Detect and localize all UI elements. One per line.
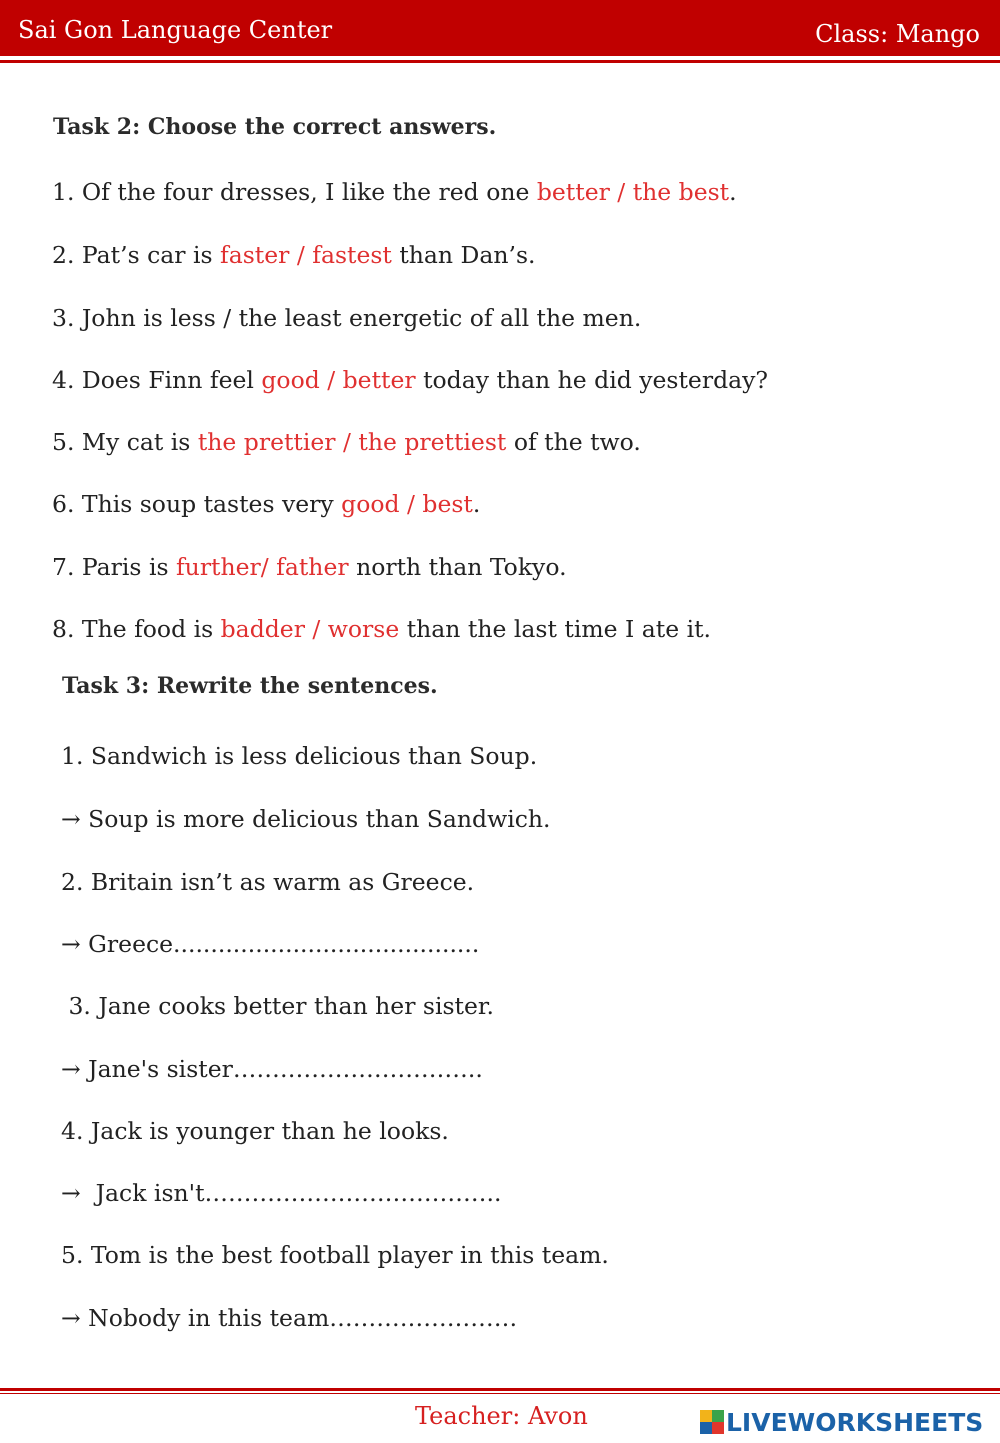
task2-answer-choice[interactable]: the prettier / the prettiest bbox=[197, 428, 507, 456]
task3-sentence: 3. Jane cooks better than her sister. bbox=[61, 992, 495, 1020]
task2-item-text-end: of the two. bbox=[506, 428, 641, 456]
logo-mark-icon bbox=[700, 1410, 724, 1434]
task2-item-text-end: today than he did yesterday? bbox=[415, 366, 769, 394]
task2-item-text: 8. The food is bbox=[52, 615, 221, 643]
task2-answer-choice[interactable]: faster / fastest bbox=[220, 241, 392, 269]
task2-answer-choice[interactable]: good / better bbox=[261, 366, 416, 394]
task2-answer-choice[interactable]: good / best bbox=[341, 490, 473, 518]
task3-sentence: 4. Jack is younger than he looks. bbox=[61, 1117, 449, 1145]
task2-answer-choice[interactable]: badder / worse bbox=[220, 615, 400, 643]
task2-item-text-end: . bbox=[472, 490, 481, 518]
task2-item bbox=[52, 241, 536, 269]
logo-text: LIVEWORKSHEETS bbox=[726, 1407, 984, 1437]
footer-rule-thin bbox=[0, 1393, 1000, 1394]
task2-item bbox=[52, 428, 641, 456]
task2-answer-choice[interactable]: better / the best bbox=[536, 178, 730, 206]
task2-item-text-end: . bbox=[729, 178, 737, 206]
task3-rewrite-line[interactable]: → Greece......................................... bbox=[61, 930, 480, 958]
task3-sentence: 5. Tom is the best football player in this team. bbox=[61, 1241, 609, 1269]
task3-sentence: 2. Britain isn’t as warm as Greece. bbox=[61, 868, 475, 896]
liveworksheets-logo[interactable] bbox=[700, 1407, 983, 1437]
task3-rewrite-line[interactable]: → Nobody in this team…………………… bbox=[61, 1304, 518, 1332]
teacher-label: Teacher: Avon bbox=[415, 1402, 588, 1430]
task2-item-text: 5. My cat is bbox=[52, 428, 198, 456]
task2-item-text-end: than the last time I ate it. bbox=[399, 615, 712, 643]
task2-item bbox=[52, 490, 480, 518]
task2-item-text: 3. John is less / the least energetic of all the men. bbox=[52, 304, 642, 332]
task2-item-text: 4. Does Finn feel bbox=[52, 366, 262, 394]
center-name: Sai Gon Language Center bbox=[18, 16, 333, 44]
task2-item-text: 7. Paris is bbox=[52, 553, 176, 581]
task3-rewrite-line[interactable]: → Jane's sister………………………….. bbox=[61, 1055, 483, 1083]
task2-item-text: 1. Of the four dresses, I like the red one bbox=[52, 178, 537, 206]
task2-title: Task 2: Choose the correct answers. bbox=[53, 114, 497, 140]
task2-item-text: 6. This soup tastes very bbox=[52, 490, 342, 518]
task3-rewrite-line[interactable]: → Jack isn't……………………………….. bbox=[61, 1179, 502, 1207]
class-label: Class: Mango bbox=[815, 20, 980, 48]
task3-sentence: 1. Sandwich is less delicious than Soup. bbox=[61, 742, 538, 770]
task2-item-text: 2. Pat’s car is bbox=[52, 241, 221, 269]
header-rule bbox=[0, 60, 1000, 63]
task2-item-text-end: north than Tokyo. bbox=[348, 553, 567, 581]
task2-item bbox=[52, 178, 737, 206]
task3-rewrite-line: → Soup is more delicious than Sandwich. bbox=[61, 805, 551, 833]
task2-item bbox=[52, 553, 567, 581]
footer-rule bbox=[0, 1388, 1000, 1391]
header-bar bbox=[0, 0, 1000, 56]
task2-item-text-end: than Dan’s. bbox=[391, 241, 536, 269]
task2-item bbox=[52, 304, 641, 332]
task3-title: Task 3: Rewrite the sentences. bbox=[62, 673, 438, 699]
task2-item bbox=[52, 615, 711, 643]
task2-item bbox=[52, 366, 768, 394]
task2-answer-choice[interactable]: further/ father bbox=[175, 553, 349, 581]
